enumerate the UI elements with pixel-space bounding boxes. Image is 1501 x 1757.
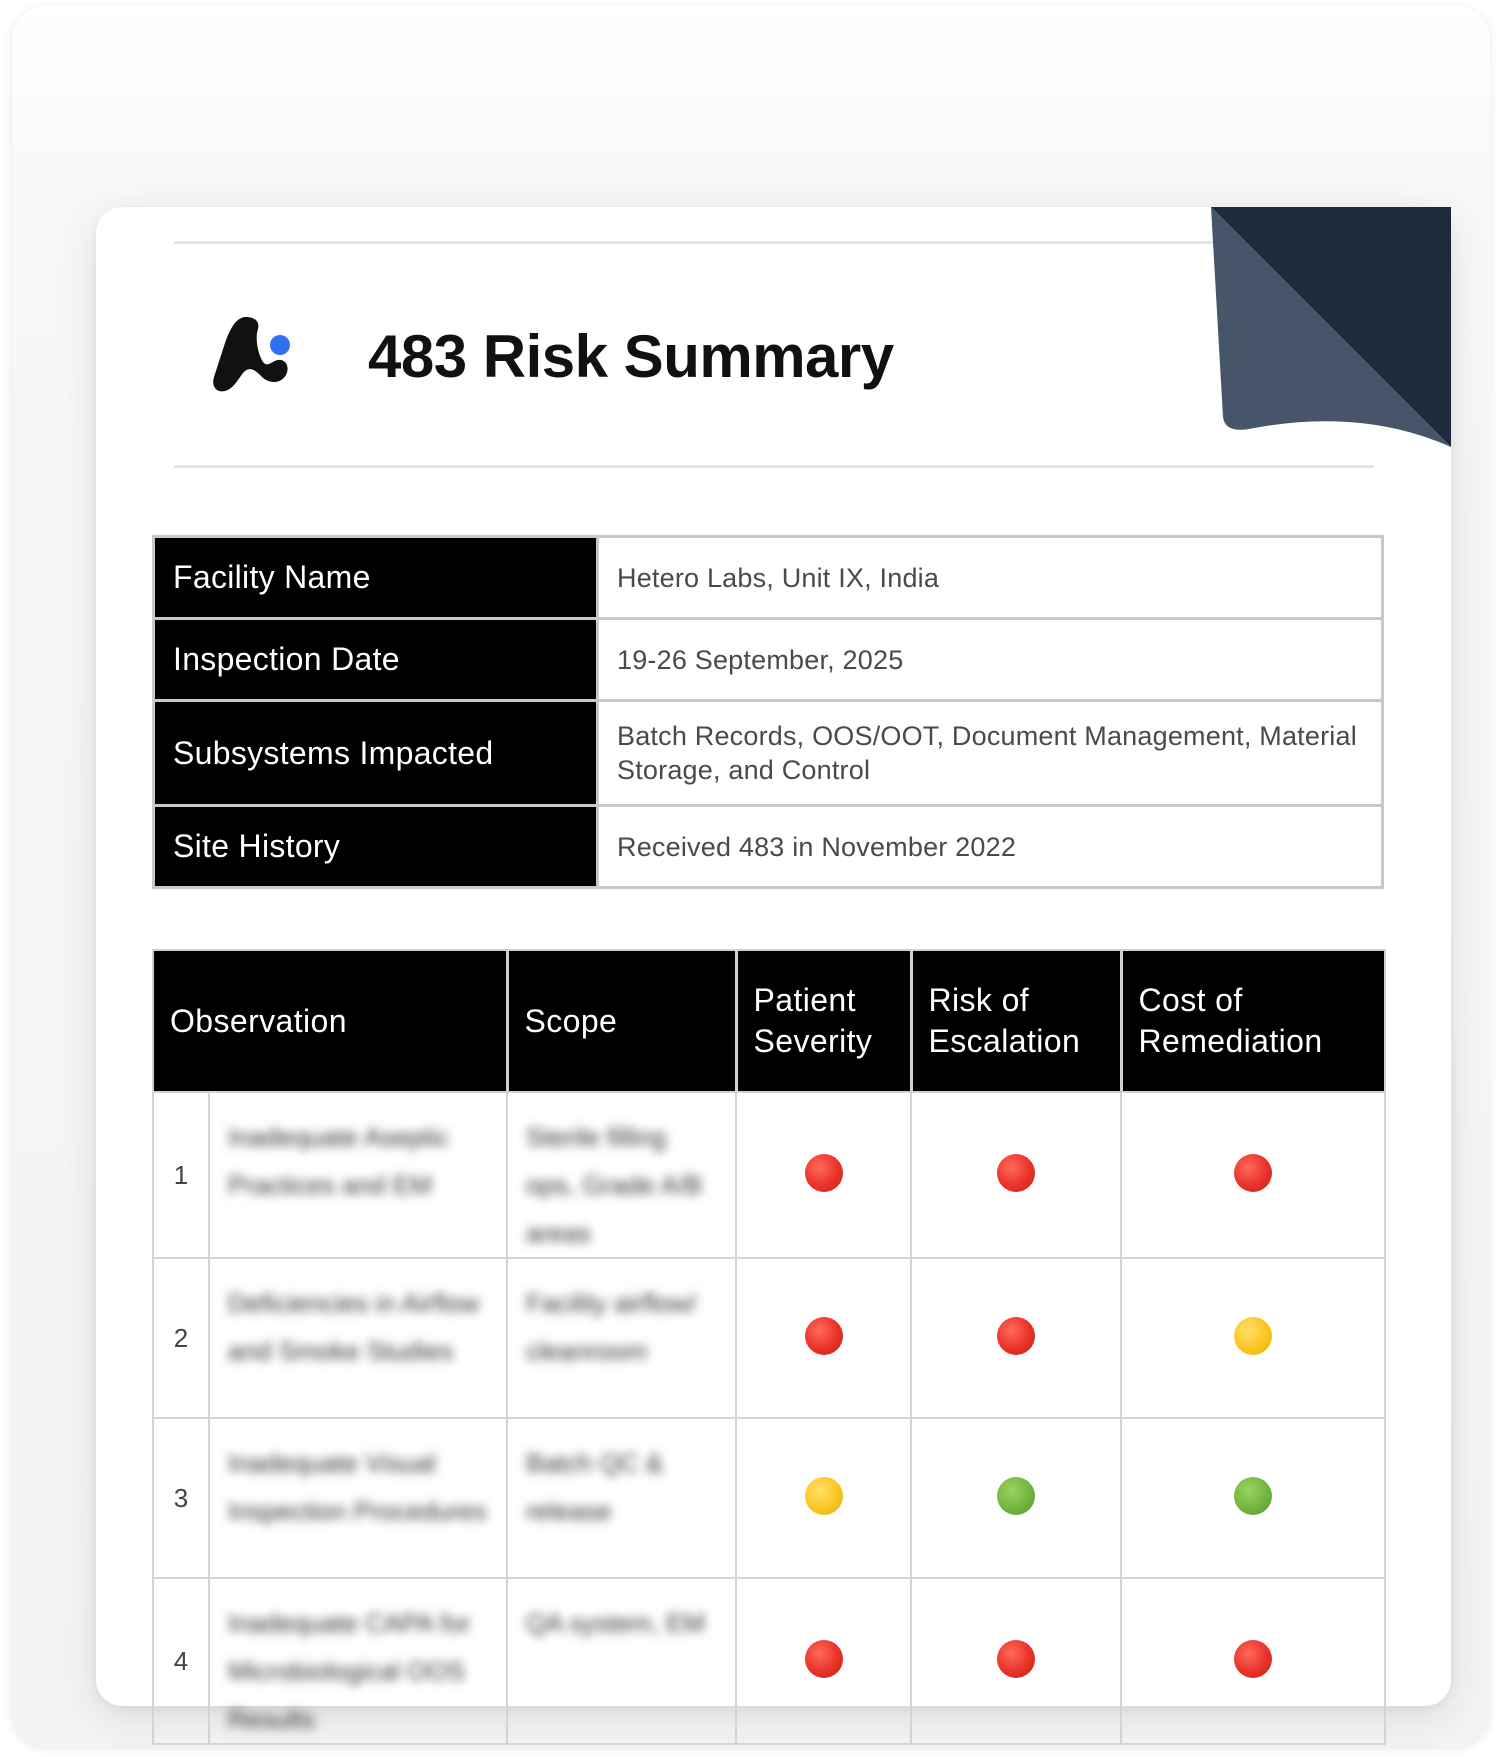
patient-severity-cell: [736, 1578, 911, 1744]
cost-of-remediation-cell: [1121, 1418, 1385, 1578]
info-row: [154, 619, 1383, 701]
info-row: [154, 806, 1383, 888]
status-dot-icon: [805, 1477, 843, 1515]
scope-text: Sterile filling ops, Grade A/B areas: [507, 1092, 736, 1258]
table-row: [153, 1418, 1385, 1578]
status-dot-icon: [997, 1477, 1035, 1515]
status-dot-icon: [1234, 1640, 1272, 1678]
status-dot-icon: [1234, 1154, 1272, 1192]
risk-of-escalation-cell: [911, 1418, 1121, 1578]
row-number: 1: [153, 1092, 209, 1258]
status-dot-icon: [997, 1154, 1035, 1192]
status-dot-icon: [805, 1154, 843, 1192]
status-dot-icon: [1234, 1477, 1272, 1515]
top-divider: [174, 241, 1314, 244]
header-divider: [174, 465, 1374, 468]
header-patient-severity: Patient Severity: [736, 950, 911, 1092]
table-row: [153, 1258, 1385, 1418]
cost-of-remediation-cell: [1121, 1578, 1385, 1744]
row-number: 2: [153, 1258, 209, 1418]
page-title: 483 Risk Summary: [368, 323, 894, 390]
patient-severity-cell: [736, 1092, 911, 1258]
outer-frame: [12, 6, 1490, 1746]
patient-severity-cell: [736, 1258, 911, 1418]
risk-summary-card: [96, 207, 1451, 1734]
risk-of-escalation-cell: [911, 1092, 1121, 1258]
info-value: Received 483 in November 2022: [598, 806, 1383, 888]
risk-table-header: [153, 950, 1385, 1092]
cost-of-remediation-cell: [1121, 1258, 1385, 1418]
info-row: [154, 701, 1383, 806]
info-value: 19-26 September, 2025: [598, 619, 1383, 701]
table-row: [153, 1092, 1385, 1258]
info-label: Site History: [154, 806, 598, 888]
info-value: Batch Records, OOS/OOT, Document Management, Material Storage, and Control: [598, 701, 1383, 806]
info-row: [154, 537, 1383, 619]
table-row: [153, 1578, 1385, 1744]
header-cost-of-remediation: Cost of Remediation: [1121, 950, 1385, 1092]
scope-text: QA system, EM: [507, 1578, 736, 1744]
info-value: Hetero Labs, Unit IX, India: [598, 537, 1383, 619]
observation-risk-table: [152, 949, 1386, 1745]
info-label: Inspection Date: [154, 619, 598, 701]
scope-text: Facility airflow/ cleanroom: [507, 1258, 736, 1418]
status-dot-icon: [997, 1640, 1035, 1678]
page-curl-corner: [1211, 207, 1451, 447]
header-risk-of-escalation: Risk of Escalation: [911, 950, 1121, 1092]
risk-of-escalation-cell: [911, 1258, 1121, 1418]
header-scope: Scope: [507, 950, 736, 1092]
patient-severity-cell: [736, 1418, 911, 1578]
observation-text: Inadequate CAPA for Microbiological OOS Results: [209, 1578, 507, 1744]
info-label: Facility Name: [154, 537, 598, 619]
risk-of-escalation-cell: [911, 1578, 1121, 1744]
status-dot-icon: [805, 1317, 843, 1355]
row-number: 4: [153, 1578, 209, 1744]
status-dot-icon: [997, 1317, 1035, 1355]
status-dot-icon: [1234, 1317, 1272, 1355]
cost-of-remediation-cell: [1121, 1092, 1385, 1258]
header-observation: Observation: [153, 950, 507, 1092]
facility-info-table: [152, 535, 1384, 889]
observation-text: Inadequate Aseptic Practices and EM: [209, 1092, 507, 1258]
brand-logo-icon: [206, 311, 298, 403]
info-label: Subsystems Impacted: [154, 701, 598, 806]
observation-text: Deficiencies in Airflow and Smoke Studies: [209, 1258, 507, 1418]
scope-text: Batch QC & release: [507, 1418, 736, 1578]
row-number: 3: [153, 1418, 209, 1578]
status-dot-icon: [805, 1640, 843, 1678]
observation-text: Inadequate Visual Inspection Procedures: [209, 1418, 507, 1578]
